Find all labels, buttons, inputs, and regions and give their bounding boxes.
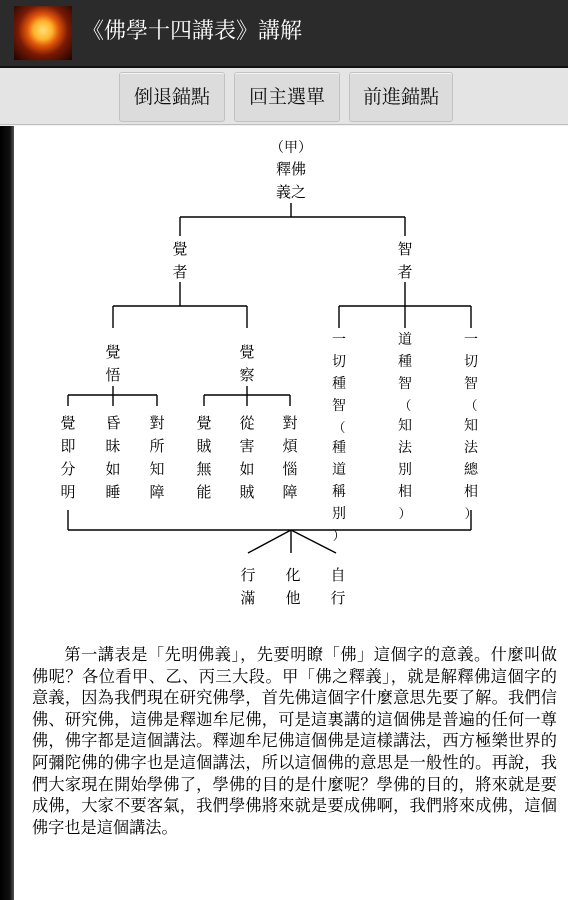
diagram-node-awakened: 覺 [172,240,188,258]
diagram-node-enlightened: 悟 [105,366,121,384]
diagram-node-wisdom-3: 切 [464,354,478,370]
diagram-leaf-2: 昧 [105,437,121,455]
diagram-node-wisdom-1: 切 [332,354,346,370]
diagram-bottom-1: 行 [240,566,256,584]
diagram-node-wisdom-3: 一 [464,332,478,348]
diagram-node-wisdom-1: 智 [332,398,346,414]
diagram-node-awakened: 者 [172,263,188,281]
sunset-icon [14,6,72,60]
app-title: 《佛學十四講表》講解 [82,19,303,44]
diagram-leaf-6: 惱 [282,460,298,478]
diagram-leaf-1: 明 [60,483,76,501]
diagram-leaf-4: 賊 [196,437,212,455]
diagram-leaf-3: 障 [149,483,165,501]
forward-anchor-button[interactable]: 前進錨點 [349,72,453,122]
diagram-leaf-6: 障 [282,483,298,501]
diagram-node-perceive: 察 [239,366,255,384]
diagram-leaf-4: 無 [196,460,212,478]
diagram-bottom-1: 滿 [240,589,256,607]
diagram-node-wisdom-2: 別 [398,462,412,478]
diagram-node-wisdom-2: 智 [398,376,412,392]
main-menu-button[interactable]: 回主選單 [234,72,340,122]
diagram-leaf-2: 如 [105,460,121,478]
diagram-node-perceive: 覺 [239,343,255,361]
diagram-node-wisdom-3: （ [464,399,478,414]
lecture-paragraph: 第一講表是「先明佛義」，先要明瞭「佛」這個字的意義。什麼叫做佛呢？各位看甲、乙、丙三大段。甲「佛之釋義」，就是解釋佛這個字的意義，因為我們現在研究佛學，首先佛這個字什麼意思先要了解。我們信佛、研究佛，這佛是釋迦牟尼佛，可是這裏講的這個佛是普遍的任何一尊佛，佛字都是這個講法。釋迦牟尼佛這個佛是這樣講法，西方極樂世界的阿彌陀佛的佛字也是這個講法，所以這個佛的意思是一般性的。再說，我們大家現在開始學佛了，學佛的目的是什麼呢？學佛的目的，將來就是要成佛，大家不要客氣，我們學佛將來就是要成佛啊，我們將來成佛，這個佛字也是這個講法。 [32,645,557,837]
diagram-bottom-2: 他 [285,589,301,607]
title-bar [0,0,568,68]
back-anchor-button[interactable]: 倒退錨點 [119,72,225,122]
diagram-bottom-2: 化 [285,566,301,584]
content-area[interactable] [0,126,568,900]
diagram-leaf-6: 對 [282,414,298,432]
diagram-node-wisdom-1: 道 [332,462,346,478]
diagram-leaf-2: 睡 [105,483,121,501]
diagram-node-wisdom-2: （ [398,399,412,414]
diagram-node-wise: 智 [397,240,413,258]
diagram-node-wisdom-1: ） [332,529,346,544]
diagram-leaf-2: 昏 [105,414,121,432]
diagram-node-wisdom-2: 法 [398,440,412,456]
diagram-node-wisdom-1: 別 [332,506,346,522]
diagram-node-wisdom-3: 相 [464,484,478,500]
diagram-root-label: 釋佛 [275,160,307,178]
diagram-node-wisdom-1: 一 [332,332,346,348]
diagram-node-wisdom-2: 種 [398,354,412,370]
diagram-node-wise: 者 [397,263,413,281]
diagram-node-wisdom-1: 種 [332,440,346,456]
buddha-meaning-diagram [14,126,568,626]
diagram-node-wisdom-3: 法 [464,440,478,456]
diagram-node-wisdom-1: 稱 [332,484,346,500]
diagram-leaf-4: 能 [196,483,212,501]
diagram-leaf-3: 所 [149,437,165,455]
diagram-leaf-1: 覺 [60,414,76,432]
diagram-leaf-5: 賊 [239,483,255,501]
diagram-node-enlightened: 覺 [105,343,121,361]
diagram-node-wisdom-3: 智 [464,376,478,392]
diagram-leaf-5: 如 [239,460,255,478]
diagram-root-label: 義之 [275,183,307,201]
diagram-bottom-3: 自 [330,566,346,584]
diagram-node-wisdom-2: 知 [398,418,412,434]
diagram-node-wisdom-3: 總 [464,462,478,478]
diagram-leaf-1: 分 [60,460,76,478]
scroll-edge [0,126,14,900]
diagram-leaf-5: 從 [239,414,255,432]
diagram-node-wisdom-2: 道 [398,332,412,348]
diagram-leaf-5: 害 [239,437,255,455]
navigation-toolbar [0,68,568,125]
diagram-root-label: （甲） [270,140,312,156]
diagram-node-wisdom-1: （ [332,421,346,436]
diagram-leaf-6: 煩 [282,437,298,455]
diagram-leaf-3: 對 [149,414,165,432]
diagram-node-wisdom-1: 種 [332,376,346,392]
diagram-node-wisdom-2: ） [398,507,412,522]
diagram-leaf-4: 覺 [196,414,212,432]
diagram-leaf-3: 知 [149,460,165,478]
diagram-bottom-3: 行 [330,589,346,607]
diagram-node-wisdom-3: ） [464,507,478,522]
diagram-leaf-1: 即 [60,437,76,455]
diagram-node-wisdom-3: 知 [464,418,478,434]
diagram-node-wisdom-2: 相 [398,484,412,500]
